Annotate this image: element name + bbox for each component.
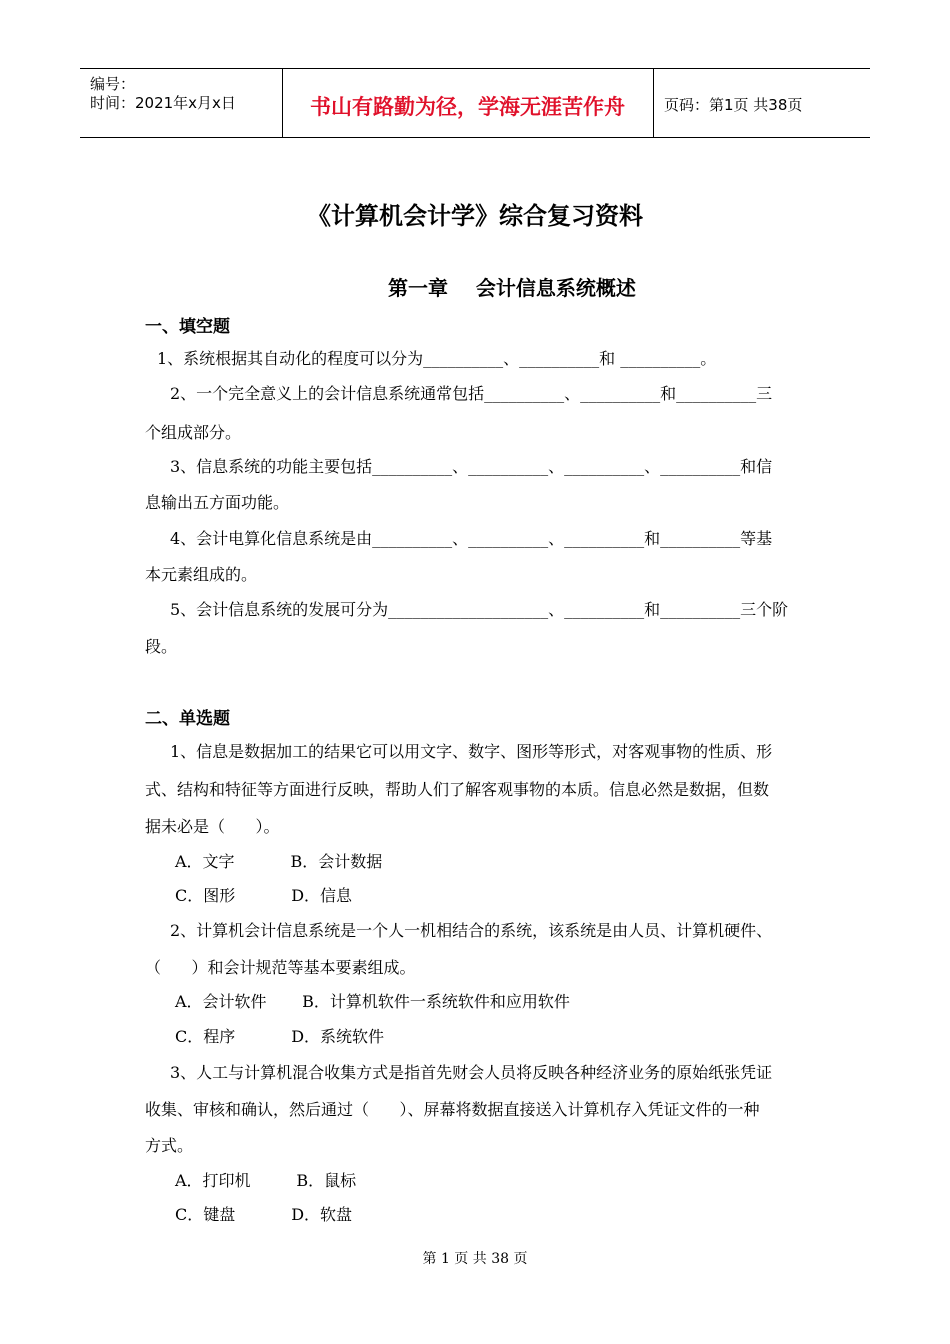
fill-blank-q4-cont: 本元素组成的。 [145, 565, 258, 584]
header-table [80, 68, 870, 138]
page-info: 页码：第1页 共38页 [664, 96, 803, 114]
choice-q3-cont2: 方式。 [145, 1136, 194, 1155]
time-label: 时间：2021年x月x日 [90, 94, 236, 112]
fill-blank-q1: 1、系统根据其自动化的程度可以分为__________、__________和 __________。 [157, 349, 717, 368]
choice-q3: 3、人工与计算机混合收集方式是指首先财会人员将反映各种经济业务的原始纸张凭证 [170, 1063, 773, 1082]
number-label: 编号： [90, 75, 136, 93]
choice-q3-options-ab: A．打印机 B．鼠标 [175, 1171, 357, 1190]
section-heading-fill-blank: 一、填空题 [145, 317, 230, 337]
section-heading-single-choice: 二、单选题 [145, 709, 230, 729]
choice-q1-options-cd: C．图形 D．信息 [175, 886, 353, 905]
page-footer: 第 1 页 共 38 页 [422, 1251, 528, 1267]
document-title: 《计算机会计学》综合复习资料 [307, 202, 643, 230]
fill-blank-q4: 4、会计电算化信息系统是由__________、__________、__________和__________等基 [170, 529, 773, 548]
choice-q3-cont1: 收集、审核和确认，然后通过（ ）、屏幕将数据直接送入计算机存入凭证文件的一种 [145, 1100, 760, 1119]
choice-q1: 1、信息是数据加工的结果它可以用文字、数字、图形等形式，对客观事物的性质、形 [170, 742, 773, 761]
fill-blank-q3-cont: 息输出五方面功能。 [145, 493, 290, 512]
fill-blank-q3: 3、信息系统的功能主要包括__________、__________、__________、__________和信 [170, 457, 773, 476]
choice-q2: 2、计算机会计信息系统是一个人一机相结合的系统，该系统是由人员、计算机硬件、 [170, 921, 773, 940]
fill-blank-q5-cont: 段。 [145, 637, 178, 656]
fill-blank-q2-cont: 个组成部分。 [145, 423, 242, 442]
fill-blank-q5: 5、会计信息系统的发展可分为____________________、__________和__________三个阶 [170, 600, 789, 619]
choice-q1-options-ab: A．文字 B．会计数据 [175, 852, 383, 871]
chapter-heading: 第一章 会计信息系统概述 [388, 276, 636, 300]
choice-q2-options-ab: A．会计软件 B．计算机软件一系统软件和应用软件 [175, 992, 570, 1011]
header-left-cell [80, 69, 283, 137]
choice-q1-cont1: 式、结构和特征等方面进行反映，帮助人们了解客观事物的本质。信息必然是数据，但数 [145, 780, 770, 799]
header-right-cell [654, 69, 870, 137]
header-middle-cell [282, 69, 654, 137]
fill-blank-q2: 2、一个完全意义上的会计信息系统通常包括__________、__________和__________三 [170, 384, 773, 403]
choice-q2-options-cd: C．程序 D．系统软件 [175, 1027, 385, 1046]
motto: 书山有路勤为径，学海无涯苦作舟 [310, 95, 625, 119]
choice-q1-cont2: 据未必是（ ）。 [145, 817, 280, 836]
choice-q2-cont: （ ）和会计规范等基本要素组成。 [145, 958, 416, 977]
choice-q3-options-cd: C．键盘 D．软盘 [175, 1205, 353, 1224]
